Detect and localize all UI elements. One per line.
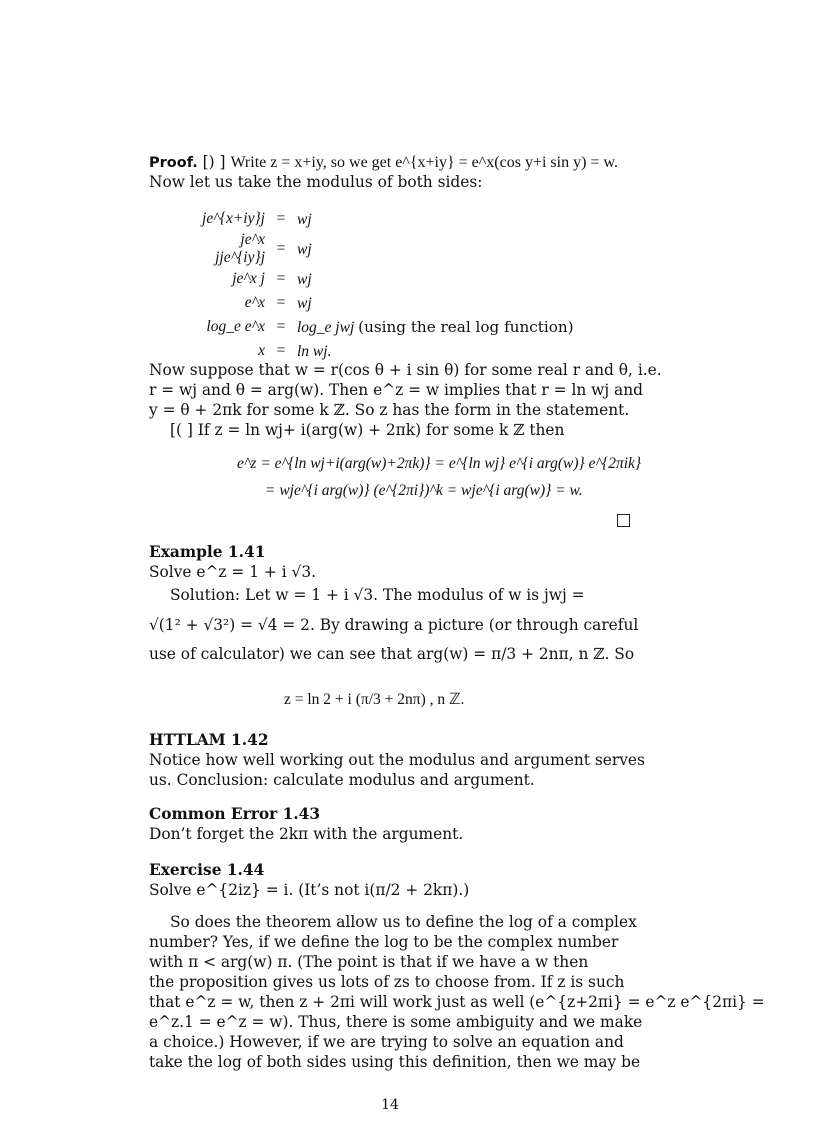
proof-line-2: Now let us take the modulus of both sides:: [149, 173, 483, 191]
closing-line-4: the proposition gives us lots of zs to choose from. If z is such: [149, 973, 625, 991]
modulus-derivation: [189, 207, 574, 363]
derivation-lhs: je^x jje^{iy}j: [215, 231, 265, 266]
httlam-line-2: us. Conclusion: calculate modulus and argument.: [149, 771, 535, 789]
converse-eq-line-1: e^z = e^{ln wj+i(arg(w)+2πk)} = e^{ln wj} e^{i arg(w)} e^{2πik}: [237, 455, 642, 472]
httlam-line-1: Notice how well working out the modulus and argument serves: [149, 751, 645, 769]
derivation-rhs: [297, 291, 574, 315]
example-result: z = ln 2 + i (π/3 + 2nπ) , n ℤ.: [284, 691, 465, 708]
derivation-row: [189, 339, 574, 363]
derivation-rhs-math: wj: [297, 240, 312, 258]
closing-line-7: a choice.) However, if we are trying to solve an equation and: [149, 1033, 624, 1051]
derivation-rhs: [297, 267, 574, 291]
derivation-rhs-math: wj: [297, 270, 312, 288]
derivation-equals: =: [276, 342, 286, 359]
derivation-rhs-math: wj: [297, 294, 312, 312]
derivation-note: (using the real log function): [358, 317, 574, 336]
closing-line-5: that e^z = w, then z + 2πi will work just as well (e^{z+2πi} = e^z e^{2πi} =: [149, 993, 765, 1011]
proof-label: Proof.: [149, 155, 198, 171]
httlam-heading: HTTLAM 1.42: [149, 731, 269, 749]
derivation-rhs-math: wj: [297, 210, 312, 228]
derivation-lhs: je^{x+iy}j: [202, 210, 265, 227]
derivation-rhs-math: ln wj.: [297, 342, 332, 360]
derivation-rhs-math: log_e jwj: [297, 318, 355, 336]
derivation-equals: =: [276, 318, 286, 335]
common-error-line-1: Don’t forget the 2kπ with the argument.: [149, 825, 464, 843]
exercise-line-1: Solve e^{2iz} = i. (It’s not i(π/2 + 2kπ).): [149, 881, 470, 899]
derivation-equals: =: [276, 240, 286, 257]
example-solution-line-3: use of calculator) we can see that arg(w) = π/3 + 2nπ, n ℤ. So: [149, 645, 635, 663]
derivation-lhs: log_e e^x: [206, 318, 265, 335]
derivation-row: [189, 291, 574, 315]
derivation-row: [189, 315, 574, 339]
suppose-line-1: Now suppose that w = r(cos θ + i sin θ) for some real r and θ, i.e.: [149, 361, 662, 379]
page: [149, 0, 765, 1123]
derivation-lhs: e^x: [244, 294, 265, 311]
example-solution-line-1: Solution: Let w = 1 + i √3. The modulus of w is jwj =: [170, 586, 585, 604]
derivation-equals: =: [276, 210, 286, 227]
derivation-rhs: [297, 315, 574, 339]
suppose-line-2: r = wj and θ = arg(w). Then e^z = w implies that r = ln wj and: [149, 381, 643, 399]
proof-direction-marker: [) ]: [202, 153, 226, 171]
proof-line-1-text: Write z = x+iy, so we get e^{x+iy} = e^x(cos y+i sin y) = w.: [230, 154, 618, 171]
closing-line-6: e^z.1 = e^z = w). Thus, there is some ambiguity and we make: [149, 1013, 643, 1031]
suppose-line-4: [( ] If z = ln wj+ i(arg(w) + 2πk) for some k ℤ then: [170, 421, 565, 439]
derivation-rhs: [297, 339, 574, 363]
derivation-lhs: je^x j: [232, 270, 265, 287]
derivation-rhs: [297, 207, 574, 231]
page-number: 14: [381, 1097, 399, 1113]
derivation-row: [189, 231, 574, 267]
closing-line-1: So does the theorem allow us to define the log of a complex: [170, 913, 637, 931]
derivation-row: [189, 207, 574, 231]
suppose-line-3: y = θ + 2πk for some k ℤ. So z has the form in the statement.: [149, 401, 630, 419]
example-solution-line-2: √(1² + √3²) = √4 = 2. By drawing a picture (or through careful: [149, 616, 639, 634]
converse-eq-line-2: = wje^{i arg(w)} (e^{2πi})^k = wje^{i arg(w)} = w.: [265, 482, 583, 499]
proof-line-1: [149, 153, 618, 174]
example-statement: Solve e^z = 1 + i √3.: [149, 563, 316, 581]
exercise-heading: Exercise 1.44: [149, 861, 265, 879]
example-heading: Example 1.41: [149, 543, 266, 561]
derivation-rhs: [297, 231, 574, 267]
closing-line-3: with π < arg(w) π. (The point is that if we have a w then: [149, 953, 589, 971]
common-error-heading: Common Error 1.43: [149, 805, 321, 823]
derivation-lhs: x: [258, 342, 265, 359]
closing-line-2: number? Yes, if we define the log to be the complex number: [149, 933, 619, 951]
closing-line-8: take the log of both sides using this definition, then we may be: [149, 1053, 641, 1071]
derivation-equals: =: [276, 294, 286, 311]
derivation-equals: =: [276, 270, 286, 287]
qed-box: [617, 514, 630, 527]
derivation-row: [189, 267, 574, 291]
